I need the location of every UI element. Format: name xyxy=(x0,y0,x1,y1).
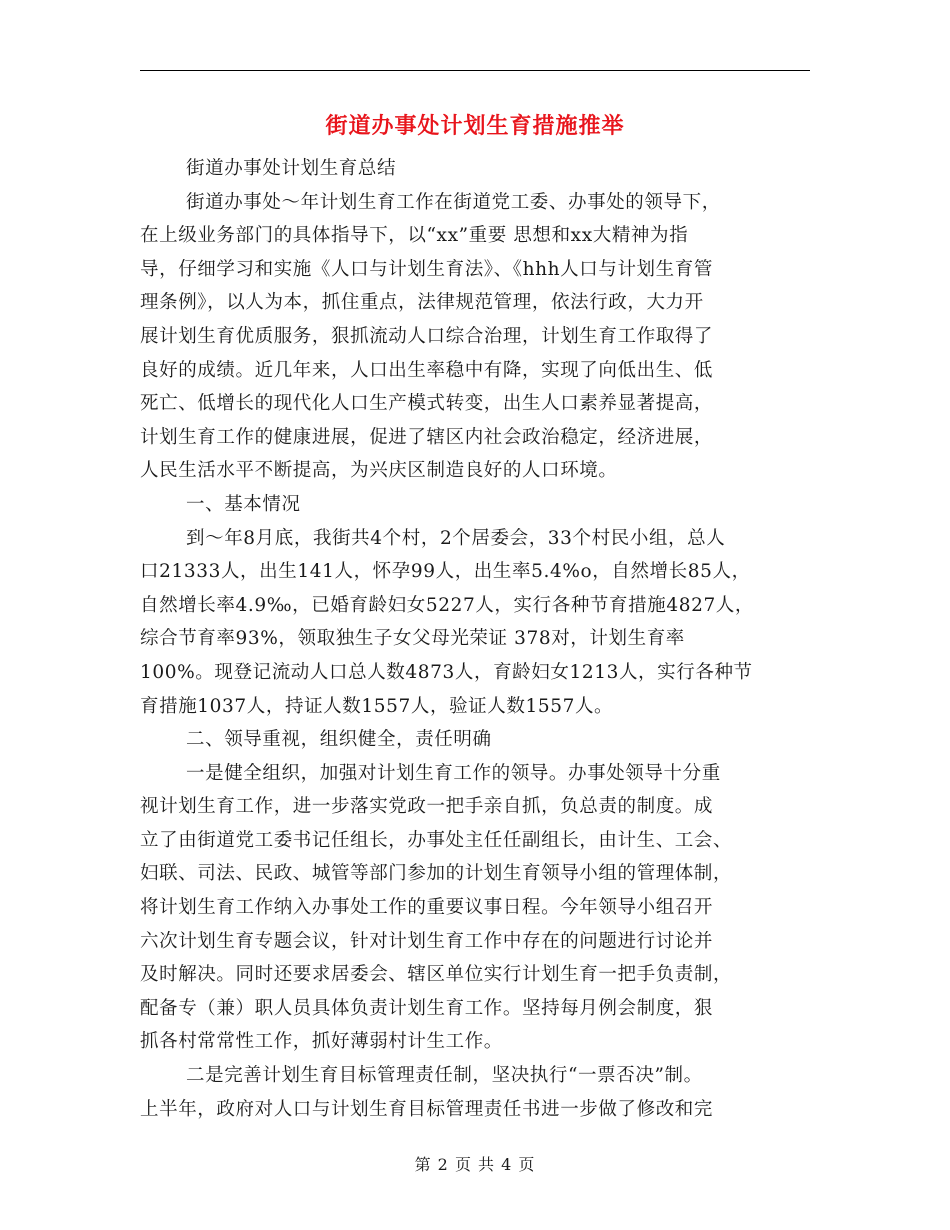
text-line: 到～年8月底，我街共4个村，2个居委会，33个村民小组，总人 xyxy=(186,527,726,549)
text-line: 配备专（兼）职人员具体负责计划生育工作。坚持每月例会制度，狠 xyxy=(140,997,714,1019)
text-line: 视计划生育工作，进一步落实党政一把手亲自抓，负总责的制度。成 xyxy=(140,796,714,818)
text-line: 一是健全组织，加强对计划生育工作的领导。办事处领导十分重 xyxy=(186,762,721,784)
text-line: 妇联、司法、民政、城管等部门参加的计划生育领导小组的管理体制， xyxy=(140,863,733,885)
text-line: 导，仔细学习和实施《人口与计划生育法》、《hhh人口与计划生育管 xyxy=(140,258,713,280)
text-line: 及时解决。同时还要求居委会、辖区单位实行计划生育一把手负责制， xyxy=(140,964,733,986)
page-footer: 第 2 页 共 4 页 xyxy=(414,1155,536,1174)
text-line: 死亡、低增长的现代化人口生产模式转变，出生人口素养显著提高， xyxy=(140,393,714,415)
text-line: 计划生育工作的健康进展，促进了辖区内社会政治稳定，经济进展， xyxy=(140,426,714,448)
text-line: 将计划生育工作纳入办事处工作的重要议事日程。今年领导小组召开 xyxy=(140,897,714,919)
text-line: 综合节育率93%，领取独生子女父母光荣证 378对，计划生育率 xyxy=(140,628,685,650)
text-line: 六次计划生育专题会议，针对计划生育工作中存在的问题进行讨论并 xyxy=(140,930,714,952)
document-title: 街道办事处计划生育措施推举 xyxy=(325,113,625,139)
text-line: 100%。现登记流动人口总人数4873人，育龄妇女1213人，实行各种节 xyxy=(140,661,753,683)
text-line: 口21333人，出生141人，怀孕99人，出生率5.4%o，自然增长85人， xyxy=(140,561,751,583)
text-line: 二、领导重视，组织健全，责任明确 xyxy=(186,729,492,751)
header-rule xyxy=(140,70,810,71)
text-line: 人民生活水平不断提高，为兴庆区制造良好的人口环境。 xyxy=(140,460,618,482)
text-line: 理条例》，以人为本，抓住重点，法律规范管理，依法行政，大力开 xyxy=(140,292,704,314)
document-body xyxy=(140,152,812,1126)
text-line: 街道办事处计划生育总结 xyxy=(186,158,397,179)
text-line: 抓各村常常性工作，抓好薄弱村计生工作。 xyxy=(140,1031,503,1053)
text-line: 育措施1037人，持证人数1557人，验证人数1557人。 xyxy=(140,695,614,717)
text-line: 在上级业务部门的具体指导下，以“xx”重要 思想和xx大精神为指 xyxy=(140,225,689,247)
text-line: 一、基本情况 xyxy=(186,493,301,515)
text-line: 展计划生育优质服务，狠抓流动人口综合治理，计划生育工作取得了 xyxy=(140,325,714,347)
text-line: 良好的成绩。近几年来，人口出生率稳中有降，实现了向低出生、低 xyxy=(140,359,714,381)
text-line: 立了由街道党工委书记任组长，办事处主任任副组长，由计生、工会、 xyxy=(140,829,733,851)
text-line: 二是完善计划生育目标管理责任制，坚决执行“一票否决”制。 xyxy=(186,1065,703,1087)
text-line: 街道办事处～年计划生育工作在街道党工委、办事处的领导下， xyxy=(186,191,721,213)
text-line: 上半年，政府对人口与计划生育目标管理责任书进一步做了修改和完 xyxy=(140,1098,714,1120)
text-line: 自然增长率4.9‰，已婚育龄妇女5227人，实行各种节育措施4827人， xyxy=(140,594,755,616)
